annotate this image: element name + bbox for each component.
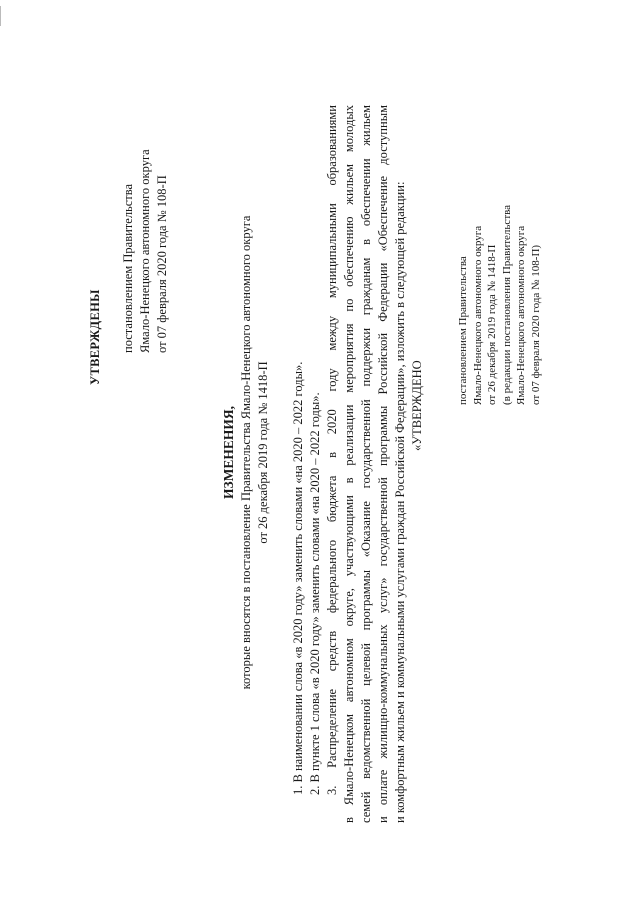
heading-title: ИЗМЕНЕНИЯ, xyxy=(221,406,236,500)
heading-line: которые вносятся в постановление Правительства Ямало-Ненецкого автономного округа xyxy=(239,215,253,690)
annex-line: (в редакции постановления Правительства xyxy=(500,204,513,405)
approval-line: Ямало-Ненецкого автономного округа xyxy=(138,149,152,353)
annex-reference xyxy=(456,205,544,405)
annex-line: Ямало-Ненецкого автономного округа xyxy=(515,225,528,405)
amendment-item: 2. В пункте 1 слова «в 2020 году» заменить словами «на 2020 – 2022 годы». xyxy=(308,392,322,795)
approval-line: от 07 февраля 2020 года № 108-П xyxy=(155,175,169,353)
amendment-text-line: и оплате жилищно-коммунальных услуг» государственной программы Российской Федерации «Обеспечение доступным xyxy=(376,105,390,823)
amendment-item: 3. Распределение средств федерального бюджета в 2020 году между муниципальными образованиями xyxy=(325,105,339,795)
approved-stamp-open: «УТВЕРЖДЕНО xyxy=(410,360,424,451)
annex-line: постановлением Правительства xyxy=(457,256,469,405)
scan-edge-mark xyxy=(0,6,1,26)
approval-decree xyxy=(120,149,171,353)
heading-line: от 26 декабря 2019 года № 1418-П xyxy=(256,361,270,544)
approval-title: УТВЕРЖДЕНЫ xyxy=(88,289,102,385)
approval-line: постановлением Правительства xyxy=(121,183,135,353)
amendment-text-line: семей ведомственной целевой программы «Оказание государственной поддержки гражданам в обеспечении жильем xyxy=(359,105,373,823)
document-heading xyxy=(220,0,272,905)
amendment-text-line: в Ямало-Ненецком автономном округе, участвующими в реализации мероприятия по обеспечению жильем молодых xyxy=(342,105,356,823)
annex-line: от 26 декабря 2019 года № 1418-П xyxy=(486,244,499,405)
annex-line: Ямало-Ненецкого автономного округа xyxy=(471,225,484,405)
amendment-text-line: и комфортным жильем и коммунальными услугами граждан Российской Федерации», изложить в следующей редакции: xyxy=(393,181,407,823)
annex-line: от 07 февраля 2020 года № 108-П) xyxy=(529,244,542,405)
amendment-item: 1. В наименовании слова «в 2020 году» заменить словами «на 2020 – 2022 годы». xyxy=(291,361,305,795)
